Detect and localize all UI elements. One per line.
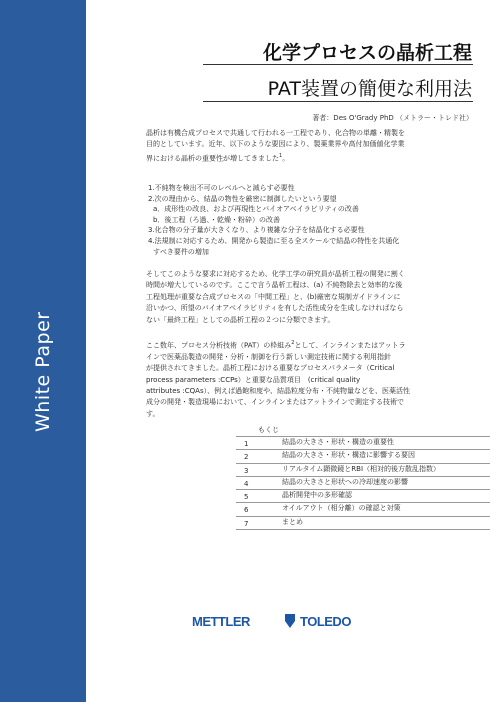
- paragraph-3: [146, 338, 476, 420]
- paragraph-line: attributes :CQAs）、例えば過飽和度や、結晶粒度分布・不純物量などを、医薬活性: [146, 386, 410, 395]
- toc-number: 3: [244, 466, 249, 475]
- list-item: 2.次の理由から、結晶の物性を厳密に制御したいという要望: [148, 194, 337, 203]
- toc-heading: もくじ: [258, 426, 279, 434]
- toc-item[interactable]: [236, 516, 490, 530]
- page-title-line1: 化学プロセスの晶析工程: [262, 42, 472, 64]
- toc-item[interactable]: [236, 502, 490, 515]
- logo-mark-icon: [283, 614, 297, 628]
- toc-item[interactable]: [236, 463, 490, 476]
- requirements-list: [148, 183, 478, 257]
- list-item: 1.不純物を検出不可のレベルへと減らす必要性: [148, 184, 295, 192]
- table-of-contents: [236, 436, 490, 530]
- list-subitem: b．後工程（ろ過、・乾燥・粉砕）の改善: [153, 215, 280, 224]
- intro-line: 晶析は有機合成プロセスで共通して行われる一工程であり、化合物の単離・精製を: [146, 129, 405, 137]
- toc-number: 2: [244, 453, 249, 462]
- toc-item[interactable]: [236, 436, 490, 449]
- paragraph-line: が提供されてきました。晶析工程における重要なプロセスパラメータ（Critical: [146, 364, 395, 373]
- sidebar-label: White Paper: [32, 311, 54, 432]
- paragraph-line: インで医薬品製造の開発・分析・制御を行う新しい測定技術に関する利用指針: [146, 352, 391, 361]
- title-divider-top: [203, 64, 473, 65]
- toc-number: 6: [244, 506, 249, 515]
- toc-label: まとめ: [282, 517, 303, 526]
- intro-paragraph: [146, 128, 476, 165]
- list-item: 4.法規制に対応するため、開発から製造に至る全スケールで結晶の特性を共通化: [148, 236, 400, 245]
- footnote-ref: 2: [291, 340, 295, 346]
- paragraph-line: そしてこのような要求に対応するため、化学工学の研究員が晶析工程の開発に割く: [146, 270, 405, 278]
- mettler-toledo-logo: [192, 614, 386, 628]
- toc-label: 結晶の大きさ・形状・構造に影響する要因: [282, 451, 415, 460]
- toc-label: 晶析開発中の多形確認: [282, 491, 352, 500]
- logo-word-left: METTLER: [192, 614, 250, 629]
- list-item-continuation: すべき要件の増加: [153, 247, 209, 256]
- intro-line: 界における晶析の重要性が増してきました: [146, 154, 279, 163]
- footnote-ref: 1: [279, 152, 283, 159]
- toc-label: 結晶の大きさと形状への冷却速度の影響: [282, 477, 408, 486]
- list-subitem: a．成形性の改良、および再現性とバイオアベイラビリティの改善: [153, 205, 359, 214]
- title-divider-bottom: [203, 101, 473, 102]
- toc-number: 1: [244, 440, 249, 448]
- paragraph-line: 工程処理が重要な合成プロセスの「中間工程」と、(b)厳密な規制ガイドラインに: [146, 292, 401, 301]
- toc-label: リアルタイム顕微鏡とRBI（相対的後方散乱指数）: [282, 464, 441, 473]
- paragraph-line: process parameters :CCPs）と重要な品質項目 (critical quality: [146, 375, 361, 384]
- paragraph-line: す。: [146, 409, 160, 418]
- toc-number: 7: [244, 519, 249, 528]
- intro-line: 。: [282, 154, 290, 163]
- intro-line: 目的としています。近年、以下のような要因により、製薬業界や高付加価値化学業: [146, 140, 405, 149]
- paragraph-line: ない「最終工程」としての晶析工程の２つに分類できます。: [146, 315, 335, 324]
- paragraph-line: 時間が増大しているのです。ここで言う晶析工程は、(a) 不純物除去と効率的な後: [146, 281, 403, 290]
- logo-word-right: TOLEDO: [300, 614, 351, 629]
- white-paper-sidebar: [0, 0, 86, 702]
- paragraph-line: ここ数年、プロセス分析技術（PAT）の枠組み: [146, 341, 292, 350]
- paragraph-2: [146, 269, 476, 326]
- paragraph-line: 成分の開発・製造現場において、インラインまたはアットラインで測定する技術で: [146, 398, 404, 407]
- toc-number: 5: [244, 493, 249, 502]
- author-line: 著者：Des O'Grady PhD （メトラー・トレド社）: [312, 114, 473, 122]
- paragraph-line: として、インラインまたはアットラ: [294, 341, 406, 350]
- toc-number: 4: [244, 479, 249, 488]
- toc-item[interactable]: [236, 476, 490, 489]
- list-item: 3.化合物の分子量が大きくなり、より複雑な分子を結晶化する必要性: [148, 226, 365, 235]
- toc-item[interactable]: [236, 489, 490, 502]
- page-title-line2: PAT装置の簡便な利用法: [267, 78, 472, 100]
- toc-label: 結晶の大きさ・形状・構造の重要性: [282, 438, 394, 446]
- toc-label: オイルアウト（相分離）の確認と対策: [282, 504, 401, 513]
- paragraph-line: 沿いかつ、所望のバイオアベイラビリティを有した活性成分を生成しなければなら: [146, 304, 404, 313]
- toc-item[interactable]: [236, 449, 490, 462]
